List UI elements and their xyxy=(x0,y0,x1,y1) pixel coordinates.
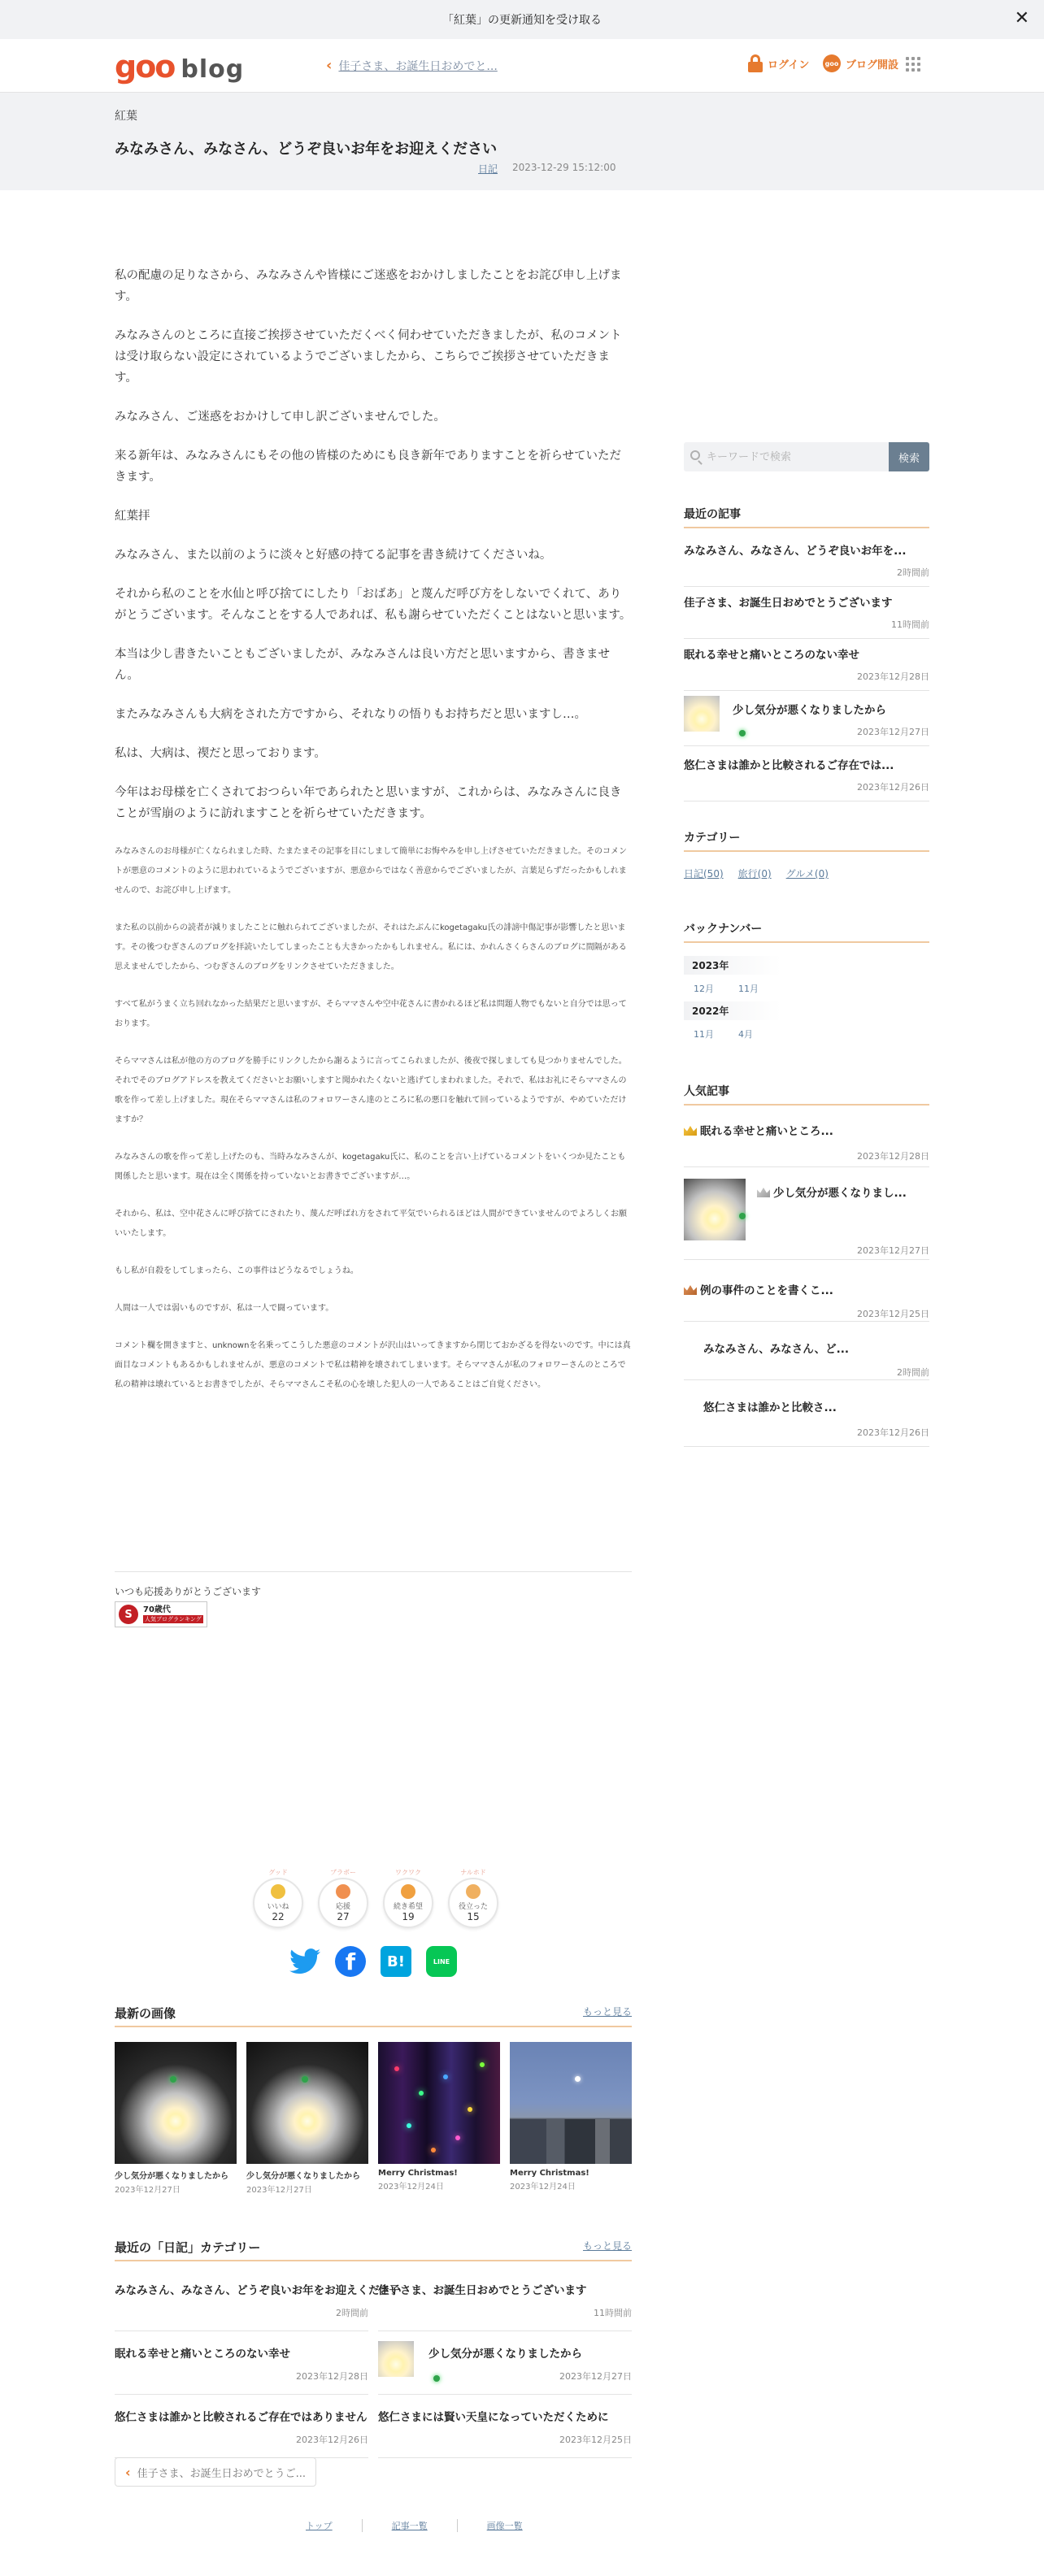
list-item[interactable] xyxy=(378,2403,632,2458)
recent-article-date: 11時間前 xyxy=(891,619,929,630)
blog-name[interactable]: 紅葉 xyxy=(115,110,137,123)
article-small-paragraph: もし私が自殺をしてしまったら、この事件はどうなるでしょうね。 xyxy=(115,1266,359,1275)
article-paragraph: みなみさん、ご迷惑をおかけして申し訳ございませんでした。 xyxy=(115,411,446,424)
follow-notice-text[interactable]: 「紅葉」の更新通知を受け取る xyxy=(442,14,602,27)
recent-article-item[interactable] xyxy=(684,751,929,801)
popular-article-title: 少し気分が悪くなりまし... xyxy=(773,1187,907,1200)
reaction-helpful[interactable] xyxy=(441,1868,506,1928)
post-title: みなみさん、みなさん、どうぞ良いお年をお迎えください xyxy=(115,141,498,158)
search-button[interactable]: 検索 xyxy=(889,442,929,471)
post-datetime: 2023-12-29 15:12:00 xyxy=(512,162,616,173)
image-caption: Merry Christmas! xyxy=(378,2169,458,2178)
reaction-want-more[interactable] xyxy=(376,1868,441,1928)
sidebar-search xyxy=(684,442,929,471)
thumbs-up-icon xyxy=(271,1884,285,1899)
list-item-date: 2023年12月27日 xyxy=(559,2371,632,2382)
follow-notice-bar[interactable] xyxy=(0,0,1044,39)
recent-article-date: 2023年12月27日 xyxy=(857,727,929,737)
previous-article-button[interactable] xyxy=(115,2457,316,2487)
article-small-paragraph: そらママさんは私が他の方のブログを勝手にリンクしたから謝るように言ってこられましたが、後夜で探しましても見つかりませんでした。それでそのブログアドレスを教えてくださいとお願いしますと聞かれたくないと逃げてしまわれました。それで、私はお礼にそらママさんの歌を作って差し上げました。現在そらママさんは私のフォロワーさん達のところに私の悪口を触れて回っているようですが、やめていただけますか？ xyxy=(115,1057,627,1124)
latest-images-more-link[interactable]: もっと見る xyxy=(582,2006,632,2018)
list-item-title: みなみさん、みなさん、どうぞ良いお年をお迎えください xyxy=(115,2284,402,2297)
list-item-date: 2023年12月28日 xyxy=(296,2371,368,2382)
image-caption: 少し気分が悪くなりましたから xyxy=(246,2172,360,2181)
moon-photo xyxy=(246,2042,368,2164)
popular-article-item[interactable] xyxy=(684,1330,929,1380)
open-blog-button[interactable] xyxy=(823,54,898,72)
latest-images-heading: 最新の画像 xyxy=(115,2006,176,2021)
dusk-sky-photo xyxy=(510,2042,632,2164)
recent-article-title: みなみさん、みなさん、どうぞ良いお年を... xyxy=(684,545,907,558)
image-date: 2023年12月24日 xyxy=(378,2183,444,2192)
article-paragraph: 来る新年は、みなみさんにもその他の皆様のためにも良き新年でありますことを祈らせていただきます。 xyxy=(115,450,622,484)
recent-article-date: 2時間前 xyxy=(897,567,929,578)
reaction-top-label: ナルホド xyxy=(460,1869,486,1876)
list-item-title: 悠仁さまは誰かと比較されるご存在ではありません xyxy=(115,2411,368,2424)
grid-menu-icon[interactable] xyxy=(906,57,920,72)
article-paragraph: みなみさん、また以前のように淡々と好感の持てる記事を書き続けてくださいね。 xyxy=(115,549,552,562)
gold-crown-icon xyxy=(684,1126,697,1136)
previous-article-title: 佳子さま、お誕生日おめでと... xyxy=(338,59,498,73)
popular-article-date: 2時間前 xyxy=(897,1367,929,1378)
moon-thumbnail xyxy=(684,1179,746,1240)
login-label: ログイン xyxy=(768,59,810,72)
reaction-name: 続き希望 xyxy=(393,1902,423,1911)
popular-article-date: 2023年12月25日 xyxy=(857,1309,929,1319)
article-small-paragraph: みなみさんの歌を作って差し上げたのも、当時みなみさんが、kogetagaku氏に、私のことを言い上げているコメントをいくつか見たことも関係したと思います。現在は全く関係を持っていないとお書きでございますが…。 xyxy=(115,1153,626,1181)
category-link-gourmet[interactable]: グルメ(0) xyxy=(785,868,829,880)
popular-article-date: 2023年12月26日 xyxy=(857,1427,929,1438)
reaction-buttons xyxy=(246,1868,506,1928)
post-category-link[interactable]: 日記 xyxy=(478,163,498,175)
image-card[interactable] xyxy=(115,2042,237,2195)
login-button[interactable] xyxy=(748,54,809,72)
list-item-date: 11時間前 xyxy=(594,2308,632,2318)
footer-link-images[interactable]: 画像一覧 xyxy=(457,2519,552,2532)
search-input[interactable] xyxy=(684,442,889,471)
backnumber-year: 2023年 xyxy=(684,956,781,975)
line-icon[interactable]: LINE xyxy=(426,1946,457,1977)
category-header xyxy=(684,828,929,852)
popular-article-title: みなみさん、みなさん、ど... xyxy=(703,1343,850,1356)
ranking-banner-label: 人気ブログランキング xyxy=(145,1616,202,1622)
popular-article-item[interactable] xyxy=(684,1388,929,1447)
reaction-top-label: ブラボー xyxy=(330,1869,356,1876)
backnumber-year: 2022年 xyxy=(684,1001,781,1020)
support-message: いつも応援ありがとうございます xyxy=(115,1586,262,1597)
recent-category-header xyxy=(115,2237,632,2261)
recent-article-title: 少し気分が悪くなりましたから xyxy=(733,704,886,717)
recent-articles-heading: 最近の記事 xyxy=(684,508,741,521)
list-item[interactable] xyxy=(378,2339,632,2395)
reaction-count: 22 xyxy=(272,1910,285,1922)
category-list xyxy=(684,867,829,880)
popular-article-title: 眠れる幸せと痛いところ... xyxy=(700,1125,833,1138)
article-small-paragraph: それから、私は、空中花さんに呼び捨てにされたり、蔑んだ呼ばれ方をされて平気でいられるほどは人間ができていませんのでよろしくお願いいたします。 xyxy=(115,1210,627,1238)
popular-article-title: 悠仁さまは誰かと比較さ... xyxy=(703,1401,837,1414)
search-icon xyxy=(690,450,700,460)
image-caption: 少し気分が悪くなりましたから xyxy=(115,2172,228,2181)
article-paragraph: 紅葉拝 xyxy=(115,510,150,523)
image-caption: Merry Christmas! xyxy=(510,2169,589,2178)
article-small-paragraph: みなみさんのお母様が亡くなられました時、たまたまその記事を目にしまして簡単にお悔やみを申し上げさせていただきました。そのコメントが悪意のコメントのように思われているようでございますが、悪意からではなく善意からでございましたが、言葉足らずだったかもしれませんので、お詫び申し上げます。 xyxy=(115,847,627,895)
ranking-banner-age: 70歳代 xyxy=(143,1605,171,1614)
popular-article-title: 例の事件のことを書くこ... xyxy=(700,1284,833,1297)
image-date: 2023年12月27日 xyxy=(246,2186,312,2195)
backnumber-month-link[interactable]: 12月 xyxy=(694,984,714,994)
article-small-paragraph: すべて私がうまく立ち回れなかった結果だと思いますが、そらママさんや空中花さんに書かれるほど私は問題人物でもないと自分では思っております。 xyxy=(115,1000,627,1028)
recent-category-more-link[interactable]: もっと見る xyxy=(582,2240,632,2252)
backnumber-month-link[interactable]: 11月 xyxy=(738,984,759,994)
reaction-count: 27 xyxy=(337,1910,350,1922)
megaphone-icon xyxy=(336,1884,350,1899)
footer-nav xyxy=(276,2519,552,2532)
moon-thumbnail xyxy=(684,696,720,732)
list-item-date: 2時間前 xyxy=(336,2308,368,2318)
article-small-text xyxy=(115,842,632,1395)
chevron-left-icon: ‹ xyxy=(125,2464,131,2480)
reaction-name: 応援 xyxy=(335,1902,350,1911)
moon-thumbnail xyxy=(378,2341,414,2377)
logo-goo: goo xyxy=(115,49,175,85)
image-date: 2023年12月24日 xyxy=(510,2183,576,2192)
site-header xyxy=(0,39,1044,93)
reaction-count: 15 xyxy=(467,1910,480,1922)
article-body xyxy=(115,265,632,1413)
previous-article-label: 佳子さま、お誕生日おめでとうご... xyxy=(137,2467,306,2480)
nodding-face-icon xyxy=(466,1884,481,1899)
excited-face-icon xyxy=(401,1884,415,1899)
hatena-bookmark-icon[interactable]: B! xyxy=(381,1946,411,1977)
reaction-count: 19 xyxy=(402,1910,415,1922)
goo-blog-logo[interactable] xyxy=(115,49,244,83)
category-heading: カテゴリー xyxy=(684,832,741,845)
latest-images-list xyxy=(115,2042,632,2195)
reaction-name: 役立った xyxy=(458,1902,488,1911)
previous-article-link[interactable] xyxy=(326,57,498,74)
facebook-icon[interactable]: f xyxy=(335,1946,366,1977)
ranking-logo-icon: S xyxy=(119,1605,138,1624)
list-item-title: 悠仁さまには賢い天皇になっていただくために xyxy=(378,2411,609,2424)
lock-icon xyxy=(748,54,763,72)
popular-articles-heading: 人気記事 xyxy=(684,1085,729,1098)
article-paragraph: 今年はお母様を亡くされておつらい年であられたと思いますが、これからは、みなみさんに良きことが雪崩のように訪れますことを祈らせていただきます。 xyxy=(115,786,622,820)
list-item-title: 眠れる幸せと痛いところのない幸せ xyxy=(115,2348,290,2361)
backnumber-heading: バックナンバー xyxy=(684,923,763,936)
popular-article-item[interactable] xyxy=(684,1175,929,1260)
reaction-top-label: ワクワク xyxy=(395,1869,421,1876)
silver-crown-icon xyxy=(757,1188,770,1197)
article-paragraph: 私は、大病は、禊だと思っております。 xyxy=(115,747,326,760)
popular-article-item[interactable] xyxy=(684,1115,929,1167)
list-item[interactable] xyxy=(115,2339,368,2395)
backnumber-header xyxy=(684,919,929,943)
article-small-paragraph: コメント欄を開きますと、unknownを名乗ってこうした悪意のコメントが沢山はいってきますから閉じておかざるを得ないのです。中には真面目なコメントもあるかもしれませんが、悪意のコメントで私は精神を壊されてしまいます。そらママさんが私のフォロワーさんのところで私の精神は壊れているとお書きでしたが、そらママさんこそ私の心を壊した犯人の一人であることはご自覚ください。 xyxy=(115,1341,631,1389)
backnumber-months xyxy=(694,982,759,995)
open-blog-label: ブログ開設 xyxy=(846,59,899,72)
reaction-name: いいね xyxy=(267,1902,289,1911)
recent-article-item[interactable] xyxy=(684,641,929,691)
list-item[interactable] xyxy=(378,2276,632,2331)
list-item-date: 2023年12月26日 xyxy=(296,2435,368,2445)
list-item-title: 佳子さま、お誕生日おめでとうございます xyxy=(378,2284,587,2297)
recent-article-date: 2023年12月26日 xyxy=(857,782,929,793)
recent-article-title: 眠れる幸せと痛いところのない幸せ xyxy=(684,649,859,662)
list-item-title: 少し気分が悪くなりましたから xyxy=(428,2348,582,2361)
chevron-left-icon: ‹ xyxy=(326,57,333,74)
list-item-date: 2023年12月25日 xyxy=(559,2435,632,2445)
image-card[interactable] xyxy=(378,2042,500,2195)
popular-article-item[interactable] xyxy=(684,1268,929,1322)
reaction-cheer[interactable] xyxy=(311,1868,376,1928)
recent-article-item[interactable] xyxy=(684,589,929,639)
christmas-lights-photo xyxy=(378,2042,500,2164)
moon-photo xyxy=(115,2042,237,2164)
recent-article-title: 佳子さま、お誕生日おめでとうございます xyxy=(684,597,893,610)
recent-articles-header xyxy=(684,504,929,528)
article-paragraph: またみなみさんも大病をされた方ですから、それなりの悟りもお持ちだと思いますし…。 xyxy=(115,708,586,721)
footer-link-top[interactable]: トップ xyxy=(306,2521,333,2531)
recent-article-item[interactable] xyxy=(684,536,929,587)
article-small-paragraph: また私の以前からの読者が減りましたことに触れられてございましたが、それはたぶんにkogetagaku氏の誹謗中傷記事が影響したと思います。その後つむぎさんのブログを拝読いたしてしまったことも大きかったかもしれません。私には、かれんさくらさんのブログに間隔がある思えませんでしたから、つむぎさんのブログをリンクさせていただきました。 xyxy=(115,923,627,971)
post-header xyxy=(0,93,1044,190)
popular-articles-header xyxy=(684,1081,929,1106)
latest-images-header xyxy=(115,2003,632,2027)
category-link-travel[interactable]: 旅行(0) xyxy=(737,868,772,880)
recent-article-title: 悠仁さまは誰かと比較されるご存在では... xyxy=(684,759,894,772)
close-icon[interactable]: ✕ xyxy=(1014,8,1029,28)
list-item[interactable] xyxy=(115,2403,368,2458)
backnumber-month-link[interactable]: 4月 xyxy=(738,1029,753,1040)
article-paragraph: 私の配慮の足りなさから、みなみさんや皆様にご迷惑をおかけしましたことをお詫び申し上げます。 xyxy=(115,269,622,303)
recent-article-item[interactable] xyxy=(684,696,929,746)
article-paragraph: 本当は少し書きたいこともございましたが、みなみさんは良い方だと思いますから、書きません。 xyxy=(115,648,610,682)
image-card[interactable] xyxy=(510,2042,632,2195)
logo-blog: blog xyxy=(181,55,245,84)
popular-article-date: 2023年12月27日 xyxy=(857,1245,929,1256)
blog-open-icon: goo xyxy=(823,54,841,72)
blog-ranking-banner[interactable] xyxy=(115,1601,207,1627)
article-small-paragraph: 人間は一人では弱いものですが、私は一人で闘っています。 xyxy=(115,1304,334,1313)
reaction-like[interactable] xyxy=(246,1868,311,1928)
backnumber-month-link[interactable]: 11月 xyxy=(694,1029,714,1040)
article-paragraph: みなみさんのところに直接ご挨拶させていただくべく伺わせていただきましたが、私のコメントは受け取らない設定にされているようでございましたから、こちらでご挨拶させていただきます。 xyxy=(115,329,622,384)
share-buttons xyxy=(289,1946,457,1977)
post-meta xyxy=(478,162,616,176)
article-paragraph: それから私のことを水仙と呼び捨てにしたり「おばあ」と蔑んだ呼び方をしないでくれて、ありがとうございます。そんなことをする人であれば、私も謝らせていただくことはないと思います。 xyxy=(115,588,632,622)
backnumber-months xyxy=(694,1027,753,1040)
list-item[interactable] xyxy=(115,2276,402,2331)
divider xyxy=(115,1571,632,1572)
reaction-top-label: グッド xyxy=(268,1869,288,1876)
twitter-icon[interactable] xyxy=(289,1946,320,1977)
recent-article-date: 2023年12月28日 xyxy=(857,671,929,682)
image-card[interactable] xyxy=(246,2042,368,2195)
recent-category-heading: 最近の「日記」カテゴリー xyxy=(115,2240,261,2255)
category-link-diary[interactable]: 日記(50) xyxy=(684,868,724,880)
footer-link-articles[interactable]: 記事一覧 xyxy=(362,2519,457,2532)
popular-article-date: 2023年12月28日 xyxy=(857,1151,929,1162)
bronze-crown-icon xyxy=(684,1285,697,1295)
image-date: 2023年12月27日 xyxy=(115,2186,181,2195)
